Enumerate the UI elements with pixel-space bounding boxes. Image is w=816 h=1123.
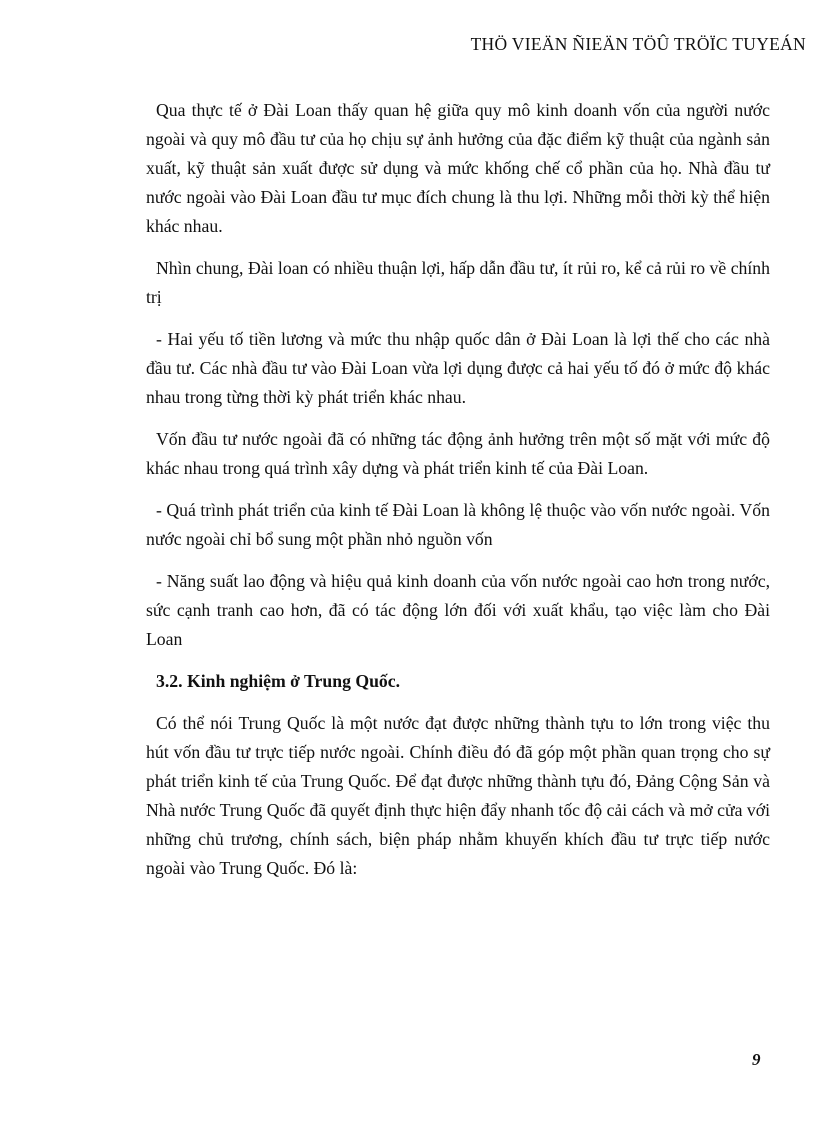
section-heading: 3.2. Kinh nghiệm ở Trung Quốc. bbox=[156, 671, 401, 691]
paragraph-taiwan-advantages: Nhìn chung, Đài loan có nhiều thuận lợi, hấp dẫn đầu tư, ít rủi ro, kể cả rủi ro về chính trị bbox=[146, 258, 770, 307]
paragraph-productivity: - Năng suất lao động và hiệu quả kinh doanh của vốn nước ngoài cao hơn trong nước, sức cạnh tranh cao hơn, đã có tác động lớn đối với xuất khẩu, tạo việc làm cho Đài Loan bbox=[146, 571, 770, 649]
paragraph-china-intro: Có thể nói Trung Quốc là một nước đạt được những thành tựu to lớn trong việc thu hút vốn đầu tư trực tiếp nước ngoài. Chính điều đó đã góp một phần quan trọng cho sự phát triển kinh tế của Trung Quốc. Để đạt được những thành tựu đó, Đảng Cộng Sản và Nhà nước Trung Quốc đã quyết định thực hiện đẩy nhanh tốc độ cải cách và mở cửa với những chủ trương, chính sách, biện pháp nhằm khuyến khích đầu tư trực tiếp nước ngoài vào Trung Quốc. Đó là: bbox=[146, 713, 770, 878]
paragraph-fdi-impact: Vốn đầu tư nước ngoài đã có những tác động ảnh hưởng trên một số mặt với mức độ khác nhau trong quá trình xây dựng và phát triển kinh tế của Đài Loan. bbox=[146, 429, 770, 478]
page-number: 9 bbox=[752, 1050, 761, 1069]
paragraph-wages-income: - Hai yếu tố tiền lương và mức thu nhập quốc dân ở Đài Loan là lợi thế cho các nhà đầu tư. Các nhà đầu tư vào Đài Loan vừa lợi dụng được cả hai yếu tố đó ở mức độ khác nhau trong từng thời kỳ phát triển khác nhau. bbox=[146, 329, 770, 407]
running-header: THÖ VIEÄN ÑIEÄN TÖÛ TRÖÏC TUYEÁN bbox=[470, 34, 806, 54]
paragraph-taiwan-scale: Qua thực tế ở Đài Loan thấy quan hệ giữa quy mô kinh doanh vốn của người nước ngoài và quy mô đầu tư của họ chịu sự ảnh hưởng của đặc điểm kỹ thuật của ngành sản xuất, kỹ thuật sản xuất được sử dụng và mức khống chế cổ phần của họ. Nhà đầu tư nước ngoài vào Đài Loan đầu tư mục đích chung là thu lợi. Những mỗi thời kỳ thể hiện khác nhau. bbox=[146, 100, 770, 236]
paragraph-not-dependent: - Quá trình phát triển của kinh tế Đài Loan là không lệ thuộc vào vốn nước ngoài. Vốn nước ngoài chỉ bổ sung một phần nhỏ nguồn vốn bbox=[146, 500, 770, 549]
body-text bbox=[146, 96, 770, 883]
